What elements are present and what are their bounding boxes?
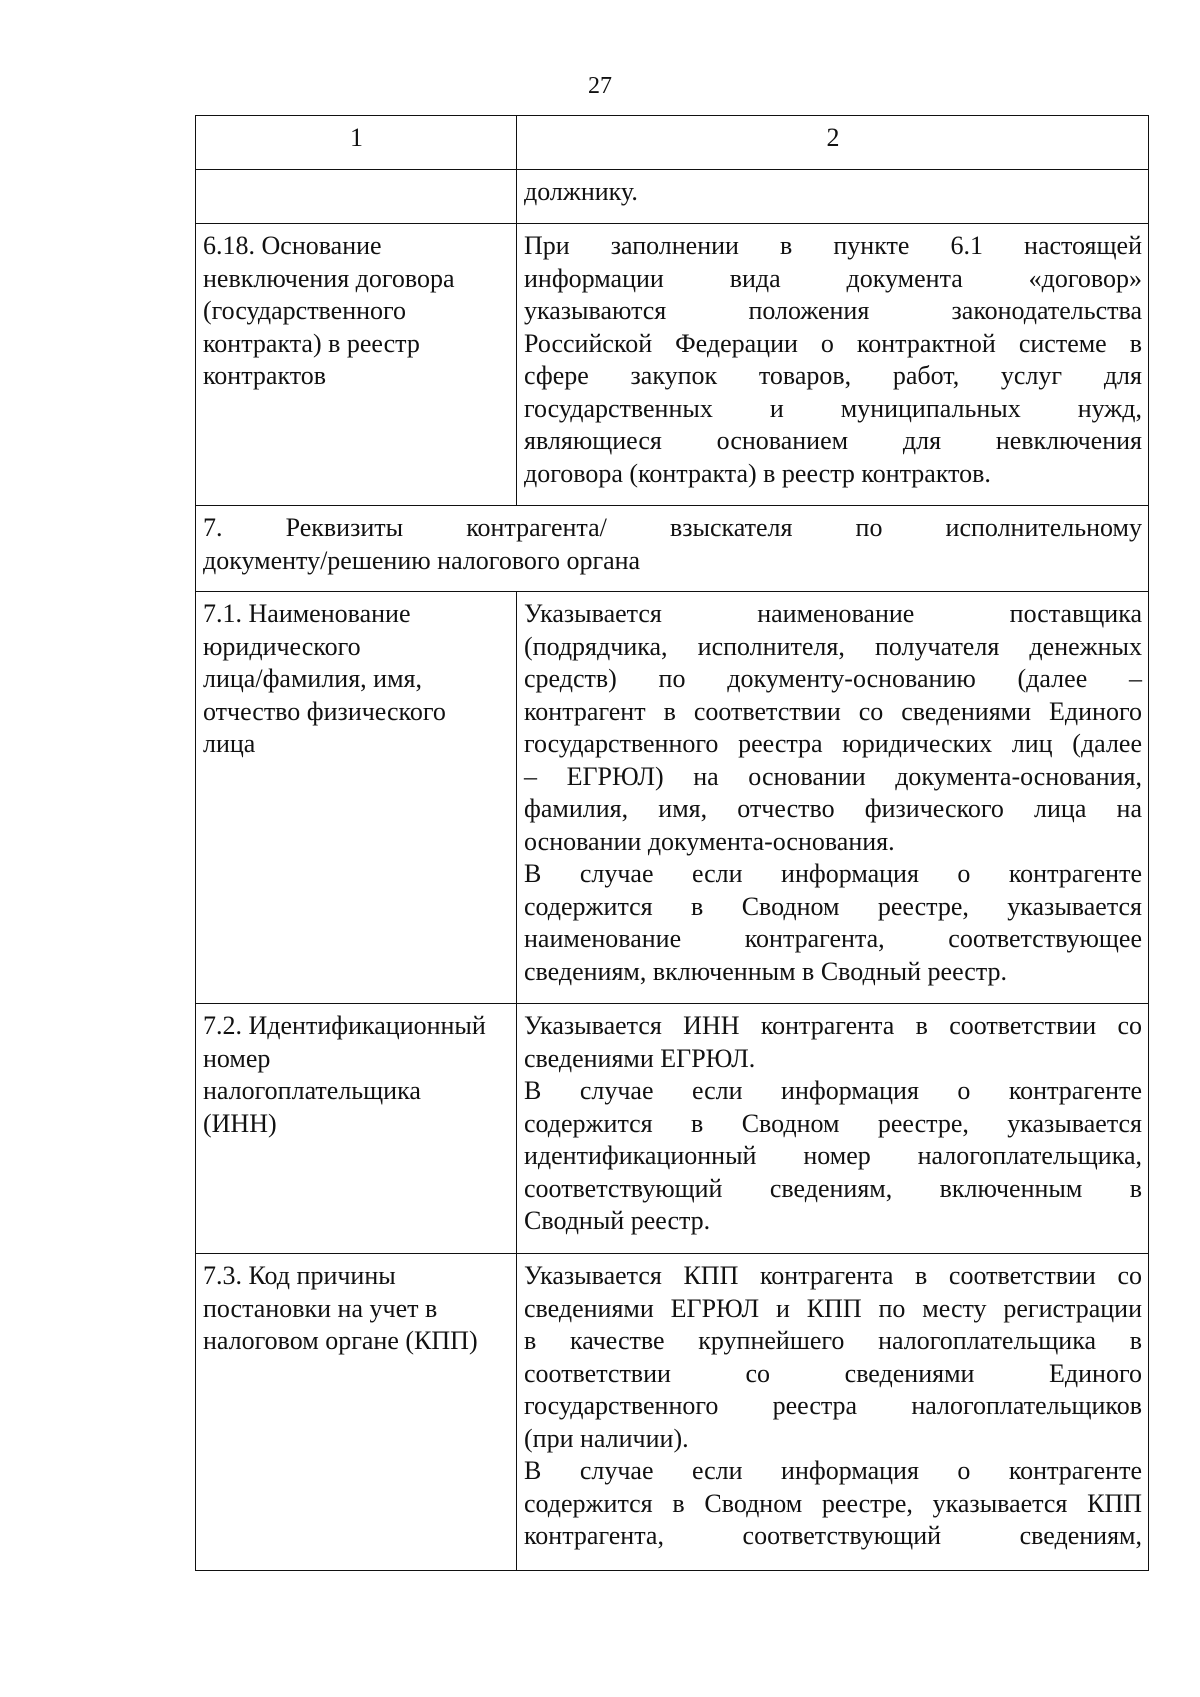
table-header-row: [196, 116, 1149, 170]
text-line: сфере закупок товаров, работ, услуг для: [524, 361, 1142, 390]
text-line: договора (контракта) в реестр контрактов.: [524, 458, 991, 488]
text-line: соответствующий сведениям, включенным в: [524, 1173, 1142, 1203]
field-description-cell: [517, 592, 1149, 1004]
text-line: контрагент в соответствии со сведениями Единого: [524, 696, 1142, 726]
text-line: постановки на учет в: [203, 1293, 438, 1323]
table-row-continuation: [196, 170, 1149, 224]
table-row-7-3: [196, 1254, 1149, 1571]
text-line: основании документа-основания.: [524, 826, 895, 856]
text-line: (ИНН): [203, 1108, 277, 1138]
table-row-7-1: [196, 592, 1149, 1004]
field-description-cell: [517, 1254, 1149, 1571]
text-line: контрагента, соответствующий сведениям,: [524, 1521, 1142, 1550]
text-line: содержится в Сводном реестре, указывается КПП: [524, 1488, 1142, 1518]
text-line: Указывается наименование поставщика: [524, 599, 1142, 628]
field-name-cell: [196, 592, 517, 1004]
text-line: государственного реестра юридических лиц (далее: [524, 729, 1142, 758]
text-line: (государственного: [203, 296, 407, 325]
text-line: невключения договора: [203, 263, 455, 293]
text-line: соответствии со сведениями Единого: [524, 1358, 1142, 1388]
text-line: идентификационный номер налогоплательщика,: [524, 1141, 1142, 1170]
text-line: 7.3. Код причины: [203, 1261, 396, 1290]
field-description-cell: [517, 1004, 1149, 1254]
text-line: При заполнении в пункте 6.1 настоящей: [524, 231, 1142, 260]
text-line: лица: [203, 729, 256, 758]
text-line: содержится в Сводном реестре, указывается: [524, 1108, 1142, 1138]
text-line: (при наличии).: [524, 1423, 689, 1453]
text-line: должнику.: [524, 177, 638, 206]
page-number: 27: [588, 73, 612, 99]
text-line: контракта) в реестр: [203, 328, 420, 358]
field-name-cell: [196, 1004, 517, 1254]
text-line: сведениями ЕГРЮЛ.: [524, 1043, 756, 1073]
column-number-1: 1: [196, 116, 517, 170]
text-line: лица/фамилия, имя,: [203, 664, 422, 693]
text-line: налогоплательщика: [203, 1076, 421, 1105]
text-line: наименование контрагента, соответствующее: [524, 924, 1142, 953]
text-line: являющиеся основанием для невключения: [524, 426, 1142, 455]
text-line: – ЕГРЮЛ) на основании документа-основания,: [524, 761, 1142, 791]
text-line: 7.2. Идентификационный: [203, 1011, 486, 1040]
text-line: юридического: [203, 631, 361, 661]
text-line: средств) по документу-основанию (далее –: [524, 664, 1142, 693]
table-row-6-18: [196, 224, 1149, 506]
text-line: Сводный реестр.: [524, 1206, 711, 1235]
text-line: В случае если информация о контрагенте: [524, 1076, 1142, 1105]
continuation-left-cell: [196, 170, 517, 224]
continuation-right-cell: [517, 170, 1149, 224]
field-name-cell: [196, 224, 517, 506]
text-line: В случае если информация о контрагенте: [524, 1456, 1142, 1485]
text-line: фамилия, имя, отчество физического лица на: [524, 794, 1142, 823]
text-line: 7. Реквизиты контрагента/ взыскателя по исполнительному: [203, 513, 1142, 542]
text-line: сведениями ЕГРЮЛ и КПП по месту регистрации: [524, 1293, 1142, 1323]
requirements-table: [195, 115, 1149, 1571]
text-line: государственных и муниципальных нужд,: [524, 393, 1142, 423]
text-line: информации вида документа «договор»: [524, 263, 1142, 293]
section-heading-cell: [196, 506, 1149, 592]
field-description-cell: [517, 224, 1149, 506]
table-section-row-7: [196, 506, 1149, 592]
text-line: отчество физического: [203, 696, 446, 726]
text-line: 7.1. Наименование: [203, 599, 411, 628]
text-line: указываются положения законодательства: [524, 296, 1142, 325]
field-name-cell: [196, 1254, 517, 1571]
text-line: Указывается КПП контрагента в соответствии со: [524, 1261, 1142, 1290]
text-line: государственного реестра налогоплательщиков: [524, 1391, 1142, 1420]
text-line: (подрядчика, исполнителя, получателя денежных: [524, 631, 1142, 661]
text-line: сведениям, включенным в Сводный реестр.: [524, 956, 1007, 986]
text-line: Указывается ИНН контрагента в соответствии со: [524, 1011, 1142, 1040]
table-row-7-2: [196, 1004, 1149, 1254]
text-line: документу/решению налогового органа: [203, 545, 641, 575]
text-line: номер: [203, 1043, 271, 1073]
text-line: налоговом органе (КПП): [203, 1326, 478, 1355]
text-line: в качестве крупнейшего налогоплательщика в: [524, 1326, 1142, 1355]
text-line: 6.18. Основание: [203, 231, 382, 260]
text-line: Российской Федерации о контрактной системе в: [524, 328, 1142, 358]
text-line: содержится в Сводном реестре, указывается: [524, 891, 1142, 921]
text-line: В случае если информация о контрагенте: [524, 859, 1142, 888]
column-number-2: 2: [517, 116, 1149, 170]
text-line: контрактов: [203, 361, 327, 390]
